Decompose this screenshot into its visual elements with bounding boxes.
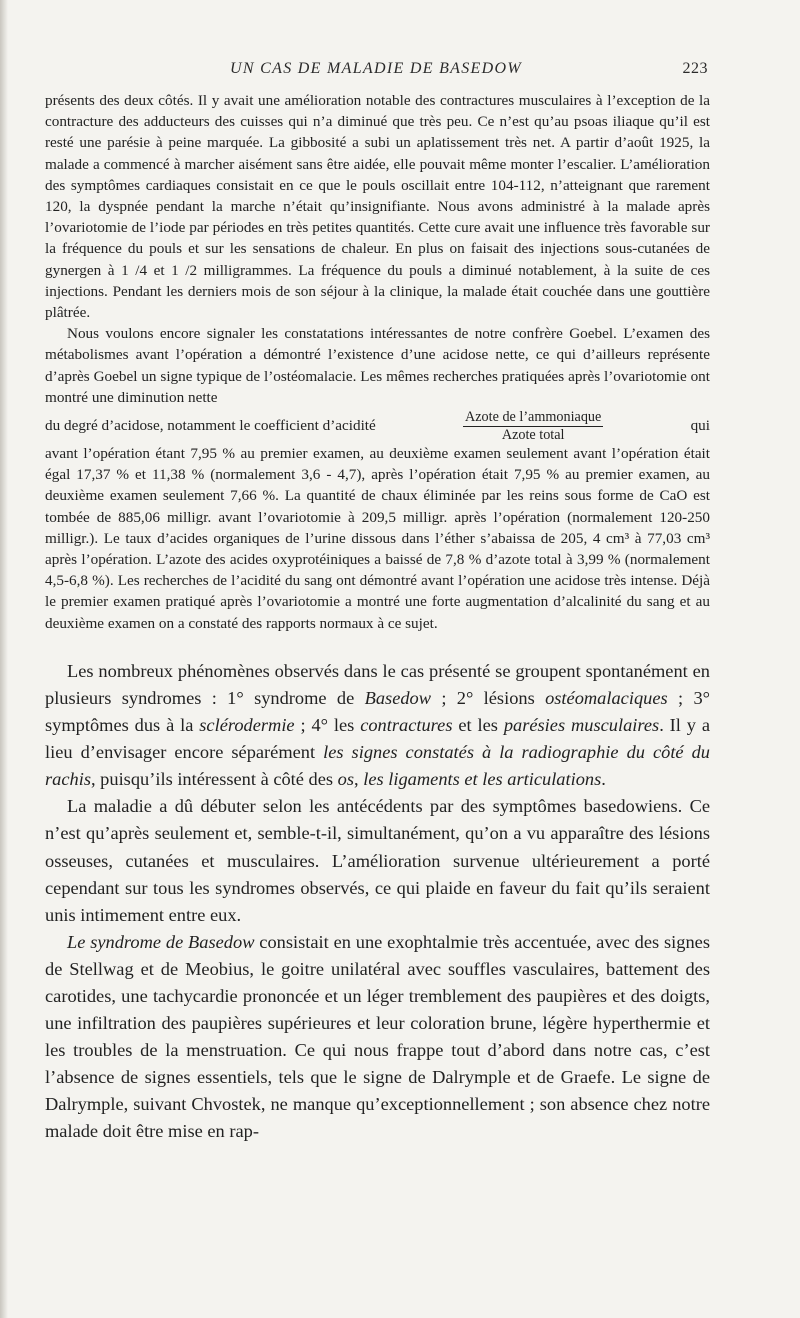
italic-run: os [337, 769, 355, 790]
small-paragraph-3: avant l’opération étant 7,95 % au premier examen, au deuxième examen seulement avant l’opération était égal 17,37 % et 11,38 % (normalement 3,6 - 4,7), après l’opération était 7,95 % au premier examen, au deuxième examen seulement 7,66 %. La quantité de chaux éliminée par les reins sous forme de CaO est tombée de 885,06 milligr. avant l’ovariotomie à 209,5 milligr. après l’opération (normalement 120-250 milligr.). Le taux d’acides organiques de l’urine dissous dans l’éther s’abaissa de 205, 4 cm³ à 77,03 cm³ après l’opération. L’azote des acides oxyprotéiniques a baissé de 7,8 % d’azote total à 3,99 % (normalement 4,5-6,8 %). Les recherches de l’acidité du sang ont démontré avant l’opération une acidose très intense. Déjà le premier examen pratiqué après l’ovariotomie a montré une forte augmentation d’alcalinité du sang et au deuxième examen on a constaté des rapports normaux à ce sujet. [45, 445, 710, 632]
fraction-trail-text: qui [690, 417, 710, 435]
text-run: . [601, 769, 606, 790]
paragraph-basedow-syndrome [45, 929, 710, 1146]
text-run: ; 2° lésions [431, 687, 546, 708]
italic-run: les ligaments et les articulations [363, 769, 602, 790]
text-run: et les [452, 715, 504, 736]
small-print-section [45, 90, 710, 634]
italic-run: Basedow [364, 687, 432, 708]
main-text-section [45, 658, 710, 1146]
text-run: ; 3° symptômes dus à la [45, 687, 710, 736]
fraction-denominator: Azote total [501, 426, 565, 443]
paragraph-syndromes [45, 658, 710, 793]
small-paragraph-1: présents des deux côtés. Il y avait une amélioration notable des contractures musculaires à l’exception de la contracture des adducteurs des cuisses qui n’a diminué que très peu. Ce n’est qu’au psoas iliaque qu’il est resté une parésie à peine marquée. La gibbosité a subi un aplatissement très net. A partir d’août 1925, la malade a commencé à marcher aisément sans être aidée, elle pouvait même monter l’escalier. L’amélioration des symptômes cardiaques consistait en ce que le pouls oscillait entre 104-112, n’atteignant que rarement 120, la dyspnée pendant la marche n’était qu’insignifiante. Nous avons administré à la malade après l’ovariotomie de l’iode par périodes en très petites quantités. Cette cure avait une influence très favorable sur la fréquence du pouls et sur les sensations de chaleur. En plus on faisait des injections sous-cutanées de gynergen à 1 /4 et 1 /2 milligrammes. La fréquence du pouls a diminué notablement, à la suite de ces injections. Pendant les derniers mois de son séjour à la clinique, la malade était couchée dans une gouttière plâtrée. [45, 92, 710, 322]
fraction-lead-text: du degré d’acidose, notamment le coefficient d’acidité [45, 417, 376, 435]
acidity-fraction [463, 409, 603, 444]
small-paragraph-2: Nous voulons encore signaler les constatations intéressantes de notre confrère Goebel. L’examen des métabolismes avant l’opération a démontré l’existence d’une acidose nette, ce qui d’ailleurs représente d’après Goebel un signe typique de l’ostéomalacie. Les mêmes recherches pratiquées après l’ovariotomie ont montré une diminution nette [45, 325, 710, 406]
text-run: , puisqu’ils intéressent à côté des [90, 769, 338, 790]
acidity-coefficient-line [45, 409, 710, 443]
text-run: Les nombreux phénomènes observés dans le cas présenté se groupent spontanément en plusieurs syndromes : 1° syndrome de [45, 660, 710, 708]
italic-run: sclérodermie [199, 715, 295, 736]
running-title: UN CAS DE MALADIE DE BASEDOW [230, 60, 522, 77]
page-body [45, 90, 710, 1146]
fraction-numerator: Azote de l’ammoniaque [465, 408, 602, 425]
text-run: , [354, 769, 364, 790]
page-number: 223 [682, 60, 708, 77]
paragraph-onset: La maladie a dû débuter selon les antécédents par des symptômes basedowiens. Ce n’est qu’après seulement et, semble-t-il, simultanément, qu’on a vu apparaître des lésions osseuses, cutanées et musculaires. L’amélioration survenue ultérieurement a porté cependant sur tous les syndromes observés, ce qui plaide en faveur du fait qu’ils seraient unis intimement entre eux. [45, 796, 710, 925]
page-header [44, 60, 708, 86]
text-run: consistait en une exophtalmie très accentuée, avec des signes de Stellwag et de Meobius, le goitre unilatéral avec souffles vasculaires, battement des carotides, une tachycardie prononcée et un léger tremblement des paupières et des doigts, une infiltration des paupières supérieures et leur coloration brune, légère hyperthermie et les troubles de la menstruation. Ce qui nous frappe tout d’abord dans notre cas, c’est l’absence de signes essentiels, tels que le signe de Dalrymple et de Graefe. Le signe de Dalrymple, suivant Chvostek, ne manque qu’exceptionnellement ; son absence chez notre malade doit être mise en rap- [45, 931, 710, 1142]
text-run: . Il y a lieu d’envisager encore séparément [45, 715, 711, 763]
text-run: ; 4° les [294, 715, 361, 736]
italic-run: les signes constatés à la radiographie du côté du rachis [45, 742, 710, 790]
italic-run: parésies musculaires [503, 715, 660, 736]
italic-run: ostéomalaciques [545, 687, 668, 708]
italic-run: Le syndrome de Basedow [67, 931, 255, 952]
page-binding-shadow [0, 0, 8, 1318]
italic-run: contractures [360, 715, 453, 736]
